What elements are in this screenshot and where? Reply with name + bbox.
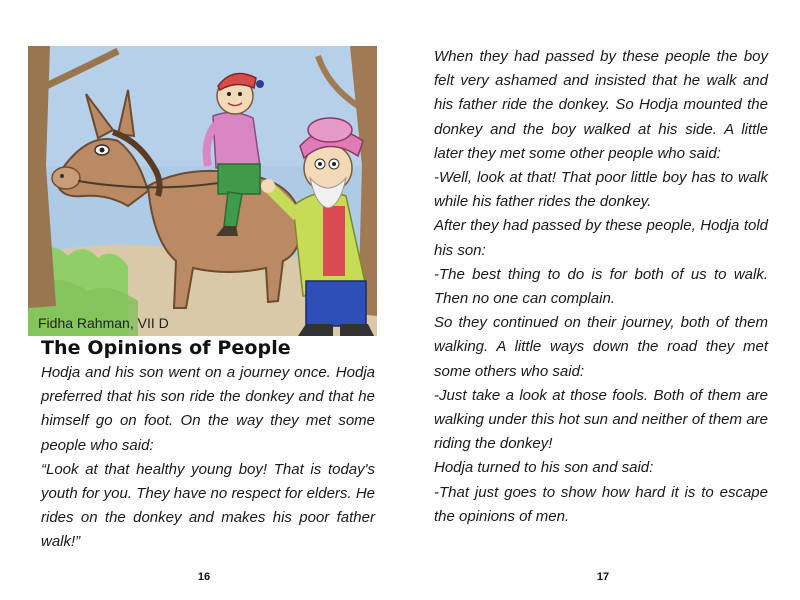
- paragraph: Hodja turned to his son and said:: [434, 459, 654, 477]
- paragraph: -Just take a look at those fools. Both of them are walking under this hot sun and neither of them are riding the donkey!: [434, 386, 768, 453]
- paragraph: -Well, look at that! That poor little boy has to walk while his father rides the donkey.: [434, 169, 768, 211]
- story-title: The Opinions of People: [41, 337, 291, 359]
- paragraph: Hodja and his son went on a journey once. Hodja preferred that his son ride the donkey and that he himself go on foot. On the way they met some people who said:: [41, 364, 375, 454]
- left-page-text: [41, 361, 375, 555]
- paragraph: When they had passed by these people the boy felt very ashamed and insisted that he walk and his father ride the donkey. So Hodja mounted the donkey and the boy walked at his side. A little later they met some other people who said:: [434, 48, 768, 162]
- right-page-text: [434, 45, 768, 529]
- paragraph: -The best thing to do is for both of us to walk. Then no one can complain.: [434, 265, 768, 308]
- crayon-illustration: [28, 46, 377, 336]
- paragraph: After they had passed by these people, Hodja told his son:: [434, 217, 768, 259]
- hodja-donkey-drawing: [28, 46, 377, 336]
- right-page: [400, 0, 800, 600]
- paragraph: “Look at that healthy young boy! That is today's youth for you. They have no respect for elders. He rides on the donkey and makes his poor father walk!”: [41, 460, 375, 551]
- page-number: 16: [197, 571, 211, 583]
- paragraph: So they continued on their journey, both of them walking. A little ways down the road they met some others who said:: [434, 314, 768, 380]
- page-number: 17: [596, 571, 610, 583]
- paragraph: -That just goes to show how hard it is to escape the opinions of men.: [434, 483, 768, 525]
- illustration-caption: Fidha Rahman, VII D: [38, 315, 169, 331]
